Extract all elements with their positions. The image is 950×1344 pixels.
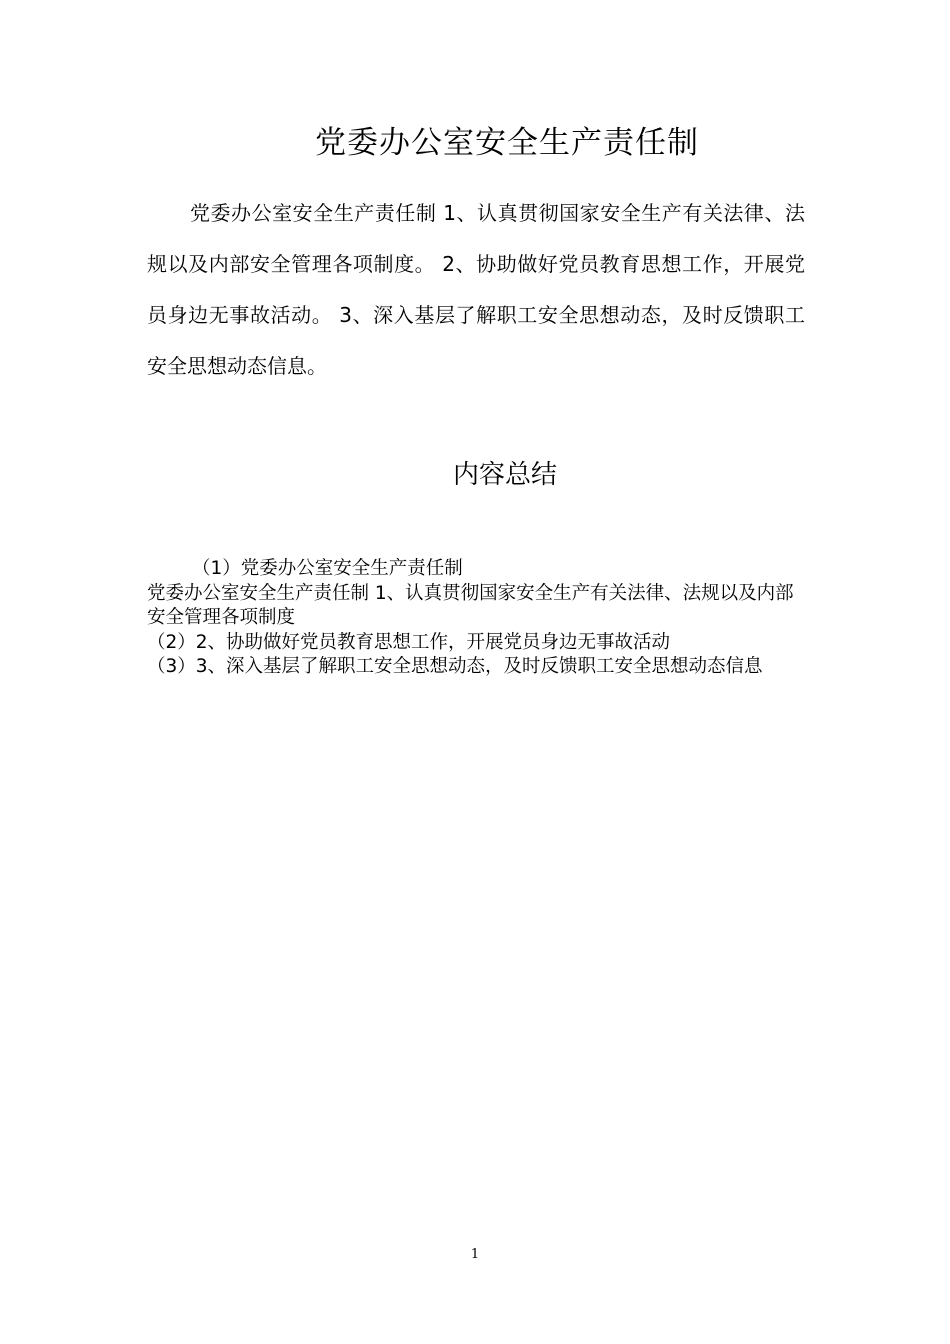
document-title: 党委办公室安全生产责任制	[315, 125, 699, 161]
summary-heading: 内容总结	[452, 460, 557, 490]
summary-item-3: （3）3、深入基层了解职工安全思想动态，及时反馈职工安全思想动态信息	[147, 656, 763, 677]
page-number: 1	[470, 1247, 480, 1262]
summary-item-2: （2）2、协助做好党员教育思想工作，开展党员身边无事故活动	[147, 631, 671, 653]
summary-item-1-detail: 党委办公室安全生产责任制 1、认真贯彻国家安全生产有关法律、法规以及内部安全管理各项制度	[147, 582, 794, 628]
body-paragraph: 党委办公室安全生产责任制 1、认真贯彻国家安全生产有关法律、法规以及内部安全管理各项制度。 2、协助做好党员教育思想工作，开展党员身边无事故活动。 3、深入基层了解职工安全思想动态，及时反馈职工安全思想动态信息。	[147, 201, 805, 378]
summary-item-1: （1）党委办公室安全生产责任制	[192, 558, 463, 579]
summary-block	[147, 557, 797, 680]
